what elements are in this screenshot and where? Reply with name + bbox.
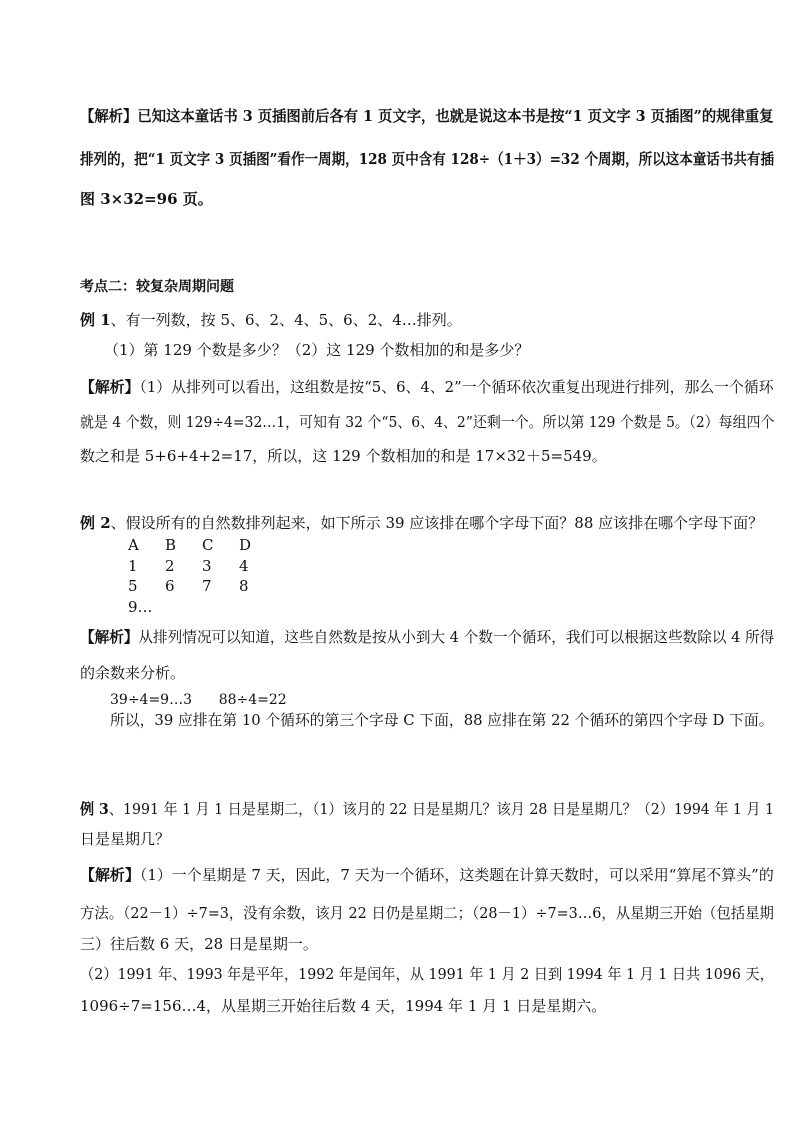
example-2-calculation: 39÷4=9…3 88÷4=22 bbox=[110, 692, 287, 708]
example-3-label: 例 3 bbox=[80, 800, 109, 818]
example-2-answer-line-2: 的余数来分析。 bbox=[80, 664, 186, 682]
example-2-answer-line-3: 所以，39 应排在第 10 个循环的第三个字母 C 下面，88 应排在第 22 个循环的第四个字母 D 下面。 bbox=[110, 711, 774, 729]
example-1-question bbox=[80, 310, 462, 330]
example-3-answer-line-4: （2）1991 年、1993 年是平年，1992 年是闰年，从 1991 年 1 月 2 日到 1994 年 1 月 1 日共 1096 天， bbox=[80, 965, 774, 983]
example-2-answer-tag: 【解析】 bbox=[80, 628, 139, 646]
grid-cell: 4 bbox=[239, 557, 249, 575]
grid-cell: 3 bbox=[202, 557, 212, 575]
example-1-answer-line-1 bbox=[80, 377, 774, 397]
example-1-answer-tag: 【解析】 bbox=[80, 378, 140, 396]
example-3-question-line-2: 日是星期几？ bbox=[80, 830, 171, 848]
letter-grid-row-4: 9… bbox=[128, 598, 153, 616]
example-1-answer-line-2: 就是 4 个数，则 129÷4=32…1，可知有 32 个“5、6、4、2”还剩一个。所以第 129 个数是 5。（2）每组四个 bbox=[80, 413, 775, 431]
example-2-question-text: 、假设所有的自然数排列起来，如下所示 39 应该排在哪个字母下面？88 应该排在哪个字母下面？ bbox=[110, 514, 764, 532]
grid-cell: 5 bbox=[128, 577, 138, 595]
example-3-question-text: 、1991 年 1 月 1 日是星期二，（1）该月的 22 日是星期几？该月 28 日是星期几？（2）1994 年 1 月 1 bbox=[108, 800, 774, 818]
letter-grid-row-1 bbox=[128, 535, 276, 555]
grid-cell: 7 bbox=[202, 577, 212, 595]
example-2-question bbox=[80, 513, 763, 533]
analysis-line-1 bbox=[80, 106, 774, 126]
grid-cell: D bbox=[239, 536, 252, 554]
example-3-answer-line-5: 1096÷7=156…4，从星期三开始往后数 4 天，1994 年 1 月 1 日是星期六。 bbox=[80, 997, 607, 1015]
example-1-answer-text: （1）从排列可以看出，这组数是按“5、6、4、2”一个循环依次重复出现进行排列，那么一个循环 bbox=[139, 378, 774, 396]
grid-cell: B bbox=[165, 536, 177, 554]
example-2-label: 例 2 bbox=[80, 514, 111, 532]
analysis-line-3: 图 3×32=96 页。 bbox=[80, 190, 213, 208]
example-3-answer-line-1 bbox=[80, 865, 774, 885]
example-3-answer-line-3: 三）往后数 6 天，28 日是星期一。 bbox=[80, 935, 318, 953]
grid-cell: C bbox=[202, 536, 214, 554]
example-3-question-line-1 bbox=[80, 799, 774, 819]
grid-cell: 8 bbox=[239, 577, 249, 595]
analysis-text: 已知这本童话书 3 页插图前后各有 1 页文字，也就是说这本书是按“1 页文字 3 页插图”的规律重复 bbox=[137, 107, 774, 125]
example-1-answer-line-3: 数之和是 5+6+4+2=17，所以，这 129 个数相加的和是 17×32＋5=549。 bbox=[80, 447, 607, 465]
example-2-answer-text: 从排列情况可以知道，这些自然数是按从小到大 4 个数一个循环，我们可以根据这些数除以 4 所得 bbox=[138, 628, 775, 646]
letter-grid-row-2 bbox=[128, 556, 276, 576]
grid-cell: A bbox=[128, 536, 139, 554]
section-heading: 考点二：较复杂周期问题 bbox=[80, 279, 234, 295]
example-1-subquestions: （1）第 129 个数是多少？（2）这 129 个数相加的和是多少？ bbox=[104, 341, 530, 359]
example-3-answer-tag: 【解析】 bbox=[80, 866, 140, 884]
grid-cell: 1 bbox=[128, 557, 138, 575]
analysis-tag: 【解析】 bbox=[80, 107, 138, 125]
analysis-line-2: 排列的，把“1 页文字 3 页插图”看作一周期，128 页中含有 128÷（1＋3）=32 个周期，所以这本童话书共有插 bbox=[80, 150, 775, 168]
example-3-answer-line-2: 方法。（22－1）÷7=3，没有余数，该月 22 日仍是星期二；（28－1）÷7=3…6，从星期三开始（包括星期 bbox=[80, 904, 774, 922]
example-1-label: 例 1 bbox=[80, 311, 111, 329]
example-3-answer-text: （1）一个星期是 7 天，因此，7 天为一个循环，这类题在计算天数时，可以采用“算尾不算头”的 bbox=[139, 866, 774, 884]
letter-grid-row-3 bbox=[128, 576, 276, 596]
grid-cell: 6 bbox=[165, 577, 175, 595]
grid-cell: 2 bbox=[165, 557, 175, 575]
example-1-question-text: 、有一列数，按 5、6、2、4、5、6、2、4…排列。 bbox=[110, 311, 462, 329]
example-2-answer-line-1 bbox=[80, 627, 774, 647]
